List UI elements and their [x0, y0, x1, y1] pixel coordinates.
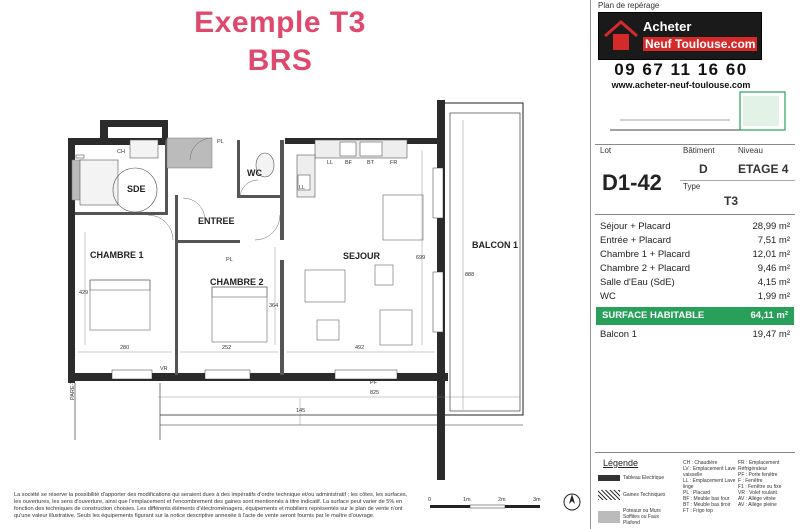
equip-bt: BT — [367, 160, 375, 166]
surface-habitable-row — [596, 307, 794, 325]
legend-col1: Tableau Electrique Gaines Techniques Poteaux ou Murs Soffites ou Faux Plafond — [598, 472, 680, 528]
equip-ch: CH — [117, 149, 125, 155]
room-row: Chambre 1 + Placard 12,01 m² — [600, 249, 790, 260]
living-furniture — [305, 195, 426, 345]
equip-bf: BF — [345, 160, 353, 166]
equip-fr: FR — [390, 160, 398, 166]
legal-disclaimer: La société se réserve la possibilité d'apporter des modifications qui seraient dues à des impératifs d'ordre technique et/ou administratif ; les côtes, les surfaces, les ouvertures, les sens d'ouverture, ainsi que l'emplacement et l'encombrement des gaines sont mentionnés à titre indicatif. La surface peut varier de 5% en fonction des techniques de construction choisies. Les différents éléments d'électroménagers, équipements et mobiliers représentés sur le plan de vente n'ont qu'une valeur illustrative. Seuls les équipements figurant sur la notice descriptive annexée à l'acte de vente seront fournis par le maître d'ouvrage. — [14, 492, 408, 519]
batiment-label: Bâtiment — [683, 146, 715, 155]
house-icon — [601, 16, 641, 56]
room-label-chambre1: CHAMBRE 1 — [90, 250, 144, 260]
logo-line1: Acheter — [643, 19, 692, 34]
scale-tick-1: 1m — [463, 497, 471, 503]
site-logo — [598, 12, 762, 60]
room-area-table — [600, 220, 790, 342]
scale-tick-0: 0 — [428, 497, 432, 503]
room-row: Chambre 2 + Placard 9,46 m² — [600, 263, 790, 274]
room-label-sejour: SEJOUR — [343, 251, 381, 261]
dim-ch1-height: 429 — [79, 290, 89, 296]
website-url: www.acheter-neuf-toulouse.com — [611, 80, 751, 90]
batiment-value: D — [699, 162, 708, 176]
equip-pl: PL — [217, 139, 224, 145]
dim-ch2-width: 252 — [222, 345, 232, 351]
equip-pf: PF — [370, 380, 378, 386]
surface-habitable-value: 64,11 m² — [750, 310, 788, 321]
lot-label: Lot — [600, 146, 612, 155]
room-row: Salle d'Eau (SdE) 4,15 m² — [600, 277, 790, 288]
room-label-chambre2: CHAMBRE 2 — [210, 277, 264, 287]
scale-tick-3: 3m — [533, 497, 541, 503]
surface-habitable-label: SURFACE HABITABLE — [602, 310, 705, 321]
gaine-technique-icon — [598, 490, 620, 500]
balcony-outline — [438, 103, 523, 415]
dim-balcon-width: 825 — [370, 390, 380, 396]
equip-ll: LL — [327, 160, 334, 166]
tableau-electrique-icon — [598, 475, 620, 481]
room-label-balcon: BALCON 1 — [472, 240, 519, 250]
dim-balcon-height: 888 — [465, 272, 475, 278]
scale-tick-2: 2m — [498, 497, 506, 503]
equip-ll2: LL — [299, 185, 306, 191]
scale-bar — [430, 505, 540, 508]
plan-subtitle: BRS — [247, 44, 313, 77]
plan-title: Exemple T3 — [194, 6, 366, 39]
niveau-value: ETAGE 4 — [738, 162, 789, 176]
dim-sejour-width: 492 — [355, 345, 365, 351]
room-label-entree: ENTREE — [198, 216, 235, 226]
phone-number: 09 67 11 16 60 — [614, 60, 748, 79]
balcony-row: Balcon 1 19,47 m² — [600, 329, 790, 340]
lot-value: D1-42 — [602, 170, 662, 195]
equip-vr: VR — [160, 366, 168, 372]
beds — [90, 280, 267, 342]
niveau-label: Niveau — [738, 146, 763, 155]
room-row: Entrée + Placard 7,51 m² — [600, 235, 790, 246]
legend-title: Légende — [603, 458, 639, 468]
equip-pl2: PL — [226, 257, 233, 263]
kitchen-counter — [297, 140, 407, 197]
dim-ch2-height: 364 — [269, 303, 279, 309]
room-row: Séjour + Placard 28,99 m² — [600, 221, 790, 232]
dim-sejour-height: 699 — [416, 255, 426, 261]
room-label-sde: SDE — [127, 184, 146, 194]
room-label-wc: WC — [247, 168, 262, 178]
north-arrow-icon — [564, 494, 580, 510]
plan-reperage-label: Plan de repérage — [598, 1, 660, 10]
type-value: T3 — [724, 194, 739, 208]
room-row: WC 1,99 m² — [600, 291, 790, 302]
dim-balcon-depth: 145 — [296, 408, 306, 414]
equip-pare-vue: PARE-VUE — [70, 372, 76, 400]
logo-line2: Neuf Toulouse.com — [645, 37, 756, 51]
legend-col3: FR : Emplacement Réfrigérateur PF : Porte fenêtre F : Fenêtre F1 : Fenêtre ou fixe VR : Volet roulant AV : Allège vitrée AV : Allège pleine — [738, 460, 782, 508]
poteaux-icon — [598, 511, 620, 523]
dim-ch1-width: 280 — [120, 345, 130, 351]
location-plan — [600, 90, 790, 138]
type-label: Type — [683, 182, 701, 191]
legend-col2: CH : Chaudière LV : Emplacement Lave vaisselle LL : Emplacement Lave linge PL : Placard BF : Meuble bas four BT : Meuble bas tiroir FT : Frigo top — [683, 460, 736, 514]
